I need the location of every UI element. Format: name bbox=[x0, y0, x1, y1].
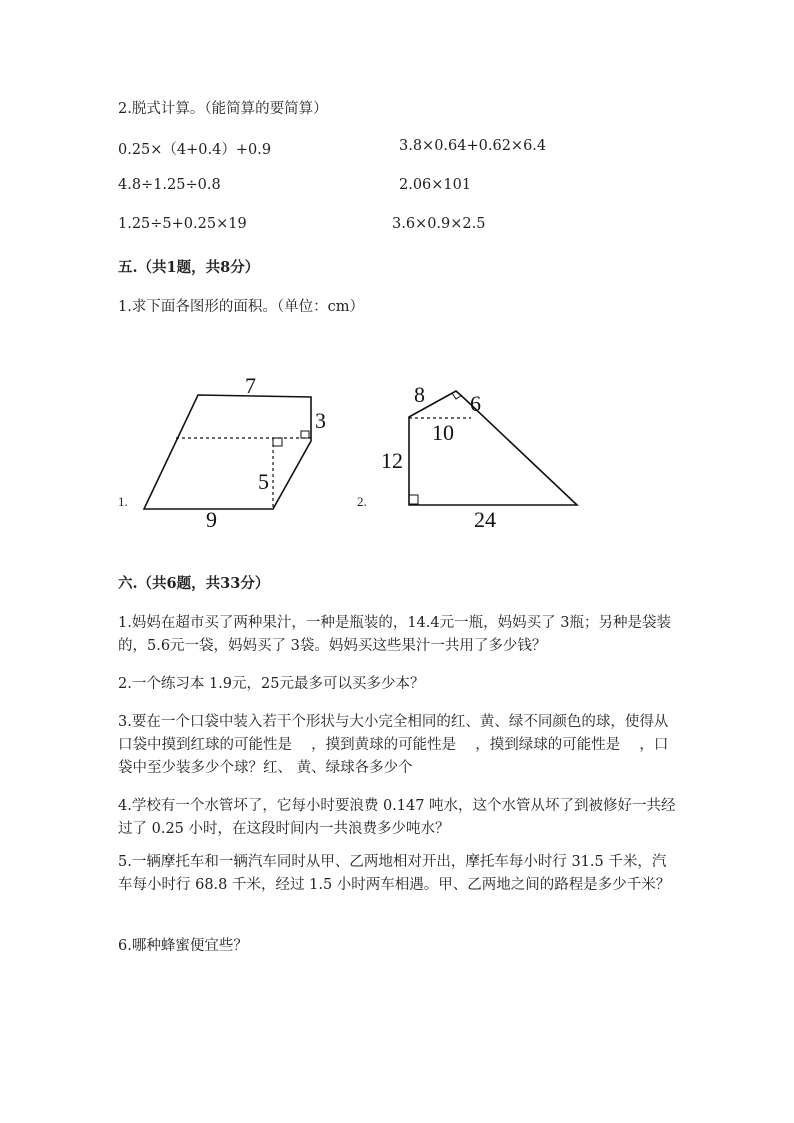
figure-2 bbox=[381, 382, 577, 532]
question-text: 2.一个练习本 1.9元，25元最多可以买多少本？ bbox=[118, 676, 425, 692]
figure-1 bbox=[144, 373, 326, 532]
fig1-right-label: 3 bbox=[315, 408, 326, 433]
question-text: 6.哪种蜂蜜便宜些？ bbox=[118, 938, 248, 954]
question-text: 1.求下面各图形的面积。（单位：cm） bbox=[118, 299, 364, 315]
figure-label: 1. bbox=[118, 494, 128, 509]
calc-expression: 2.06×101 bbox=[399, 177, 472, 193]
section-header: 五.（共1题，共8分） bbox=[118, 259, 260, 276]
calc-expression: 1.25÷5+0.25×19 bbox=[118, 216, 247, 232]
question-text: 1.妈妈在超市买了两种果汁，一种是瓶装的，14.4元一瓶，妈妈买了 3瓶；另种是袋装的，5.6元一袋，妈妈买了 3袋。妈妈买这些果汁一共用了多少钱？ bbox=[118, 615, 671, 654]
question-text: 5.一辆摩托车和一辆汽车同时从甲、乙两地相对开出，摩托车每小时行 31.5 千米，汽车每小时行 68.8 千米，经过 1.5 小时两车相遇。甲、乙两地之间的路程是多少千米？ bbox=[118, 854, 671, 893]
fig1-height-label: 5 bbox=[258, 469, 269, 494]
calc-expression: 4.8÷1.25÷0.8 bbox=[118, 177, 221, 193]
question-text: 4.学校有一个水管坏了，它每小时要浪费 0.147 吨水，这个水管从坏了到被修好一共经过了 0.25 小时，在这段时间内一共浪费多少吨水？ bbox=[118, 798, 676, 837]
fig2-slant-left-label: 8 bbox=[414, 382, 425, 407]
fig2-bottom-label: 24 bbox=[474, 507, 496, 532]
fig2-left-label: 12 bbox=[381, 448, 403, 473]
figures-svg bbox=[0, 0, 794, 560]
figure-label: 2. bbox=[357, 494, 367, 509]
question-title: 2.脱式计算。（能简算的要简算） bbox=[118, 101, 328, 117]
fig2-slant-right-label: 6 bbox=[470, 391, 481, 416]
fig1-top-label: 7 bbox=[245, 373, 256, 398]
calc-expression: 3.6×0.9×2.5 bbox=[392, 216, 486, 232]
section-header: 六.（共6题，共33分） bbox=[118, 575, 270, 592]
calc-expression: 0.25×（4+0.4）+0.9 bbox=[118, 142, 272, 158]
question-text: 3.要在一个口袋中装入若干个形状与大小完全相同的红、黄、绿不同颜色的球，使得从口袋中摸到红球的可能性是 ，摸到黄球的可能性是 ，摸到绿球的可能性是 ，口袋中至少装多少个球？红、 黄、绿球各多少个 bbox=[118, 714, 669, 776]
calc-expression: 3.8×0.64+0.62×6.4 bbox=[399, 138, 547, 154]
fig1-bottom-label: 9 bbox=[206, 507, 217, 532]
fig2-dashed-label: 10 bbox=[432, 420, 454, 445]
